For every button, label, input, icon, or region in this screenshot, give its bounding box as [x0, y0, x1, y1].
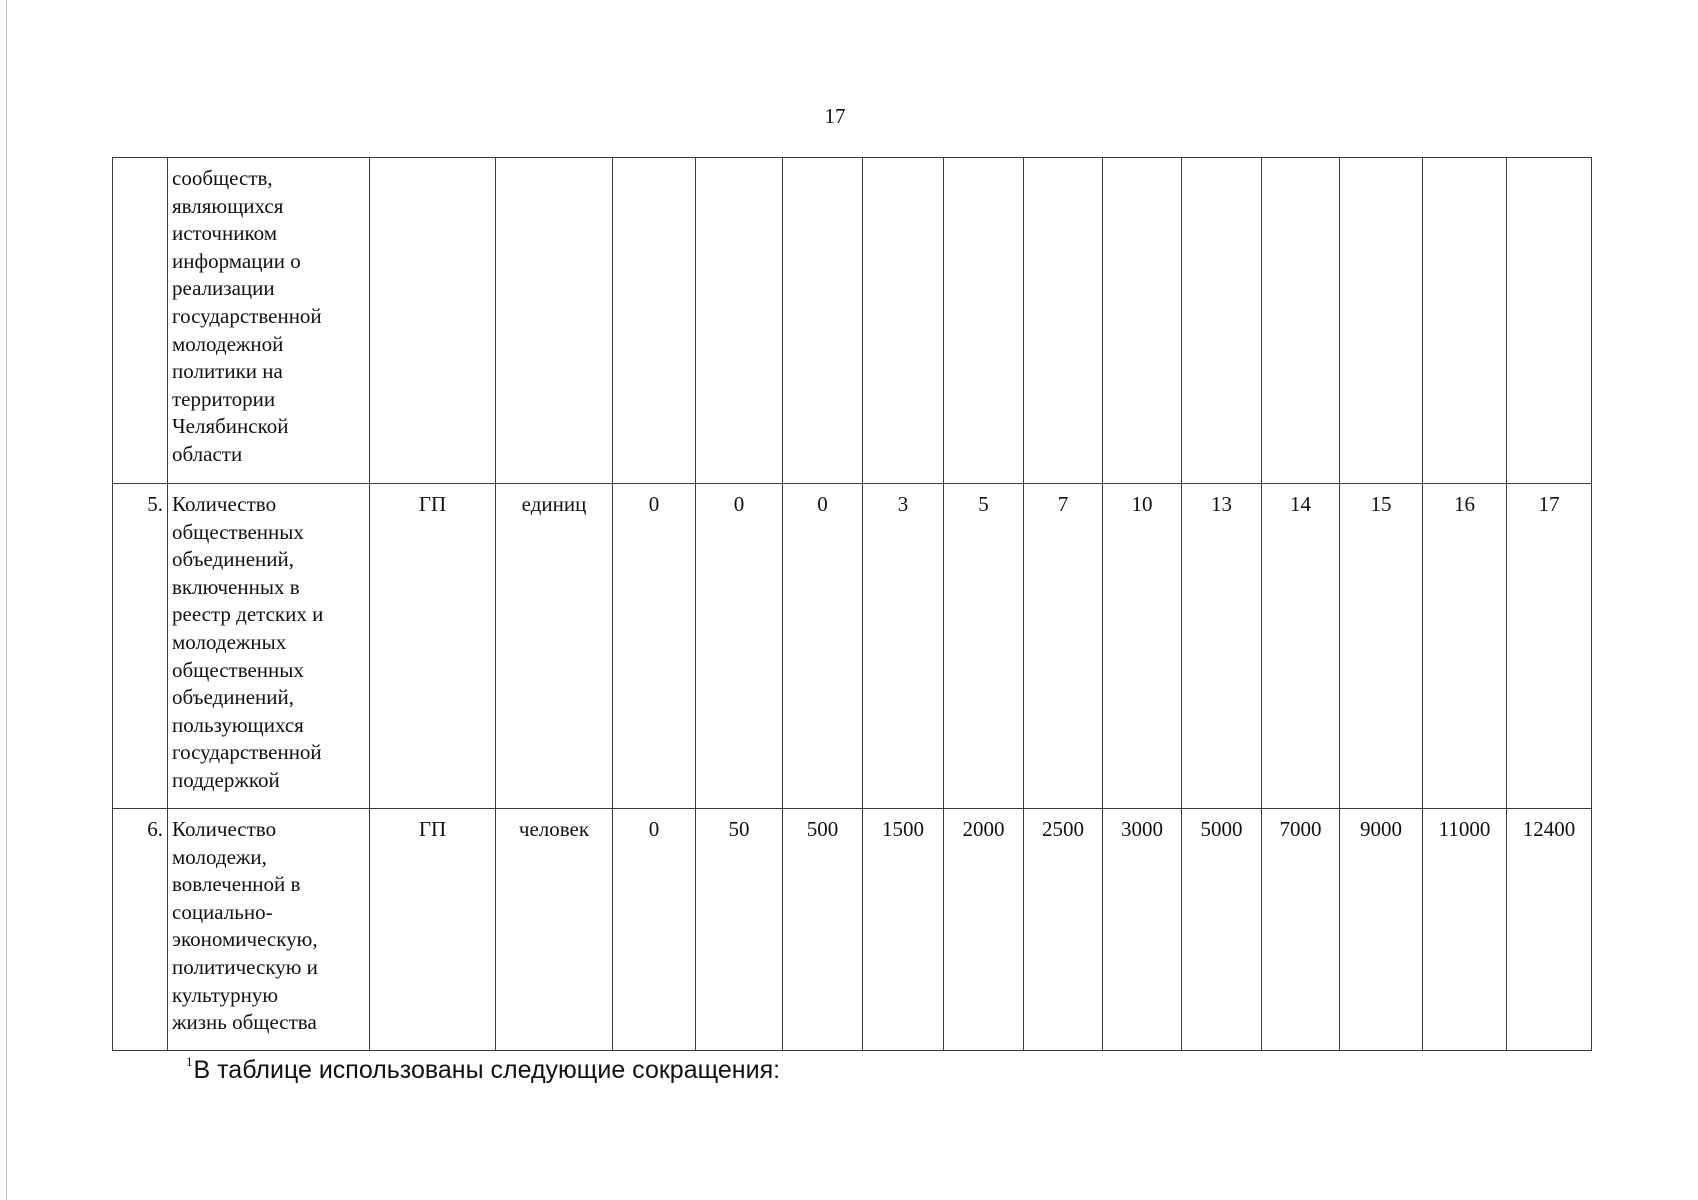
- name-line: Челябинской: [172, 414, 289, 439]
- name-line: жизнь общества: [172, 1010, 317, 1035]
- value-cell: 16: [1423, 484, 1507, 809]
- name-line: реализации: [172, 276, 275, 301]
- name-line: общественных: [172, 657, 304, 682]
- name-line: вовлеченной в: [172, 872, 301, 897]
- value-cell: 7: [1024, 484, 1103, 809]
- unit-cell: [496, 158, 613, 484]
- value-cell: 14: [1262, 484, 1340, 809]
- value-cell: 15: [1340, 484, 1423, 809]
- value-cell: [863, 158, 944, 484]
- source-cell: ГП: [370, 809, 496, 1051]
- unit-cell: единиц: [496, 484, 613, 809]
- name-line: государственной: [172, 303, 322, 328]
- value-cell: 12400: [1507, 809, 1592, 1051]
- value-cell: 10: [1103, 484, 1182, 809]
- value-cell: [696, 158, 783, 484]
- value-cell: [1423, 158, 1507, 484]
- name-line: поддержкой: [172, 767, 280, 792]
- value-cell: 3000: [1103, 809, 1182, 1051]
- value-cell: [944, 158, 1024, 484]
- name-line: молодежных: [172, 629, 287, 654]
- name-line: сообществ,: [172, 166, 273, 190]
- name-line: политики на: [172, 359, 283, 384]
- footnote-text: В таблице использованы следующие сокращения:: [193, 1056, 781, 1084]
- name-line: Количество: [172, 492, 277, 516]
- name-line: объединений,: [172, 685, 295, 710]
- indicator-name: [168, 484, 370, 809]
- page-left-edge: [6, 0, 7, 1200]
- row-number: 6.: [113, 809, 168, 1051]
- value-cell: 5: [944, 484, 1024, 809]
- value-cell: 2500: [1024, 809, 1103, 1051]
- indicators-table: [112, 157, 1592, 1051]
- table-row: [113, 484, 1592, 809]
- name-line: информации о: [172, 248, 301, 273]
- value-cell: [1340, 158, 1423, 484]
- value-cell: 0: [696, 484, 783, 809]
- value-cell: 0: [613, 484, 696, 809]
- unit-cell: человек: [496, 809, 613, 1051]
- source-cell: ГП: [370, 484, 496, 809]
- name-line: территории: [172, 386, 276, 411]
- source-cell: [370, 158, 496, 484]
- value-cell: 500: [783, 809, 863, 1051]
- name-line: реестр детских и: [172, 602, 324, 627]
- indicator-name: [168, 809, 370, 1051]
- value-cell: 13: [1182, 484, 1262, 809]
- name-line: культурную: [172, 982, 279, 1007]
- name-line: включенных в: [172, 574, 300, 599]
- name-line: государственной: [172, 740, 322, 765]
- page-number: 17: [824, 104, 846, 128]
- value-cell: [1182, 158, 1262, 484]
- footnote: [186, 1056, 780, 1085]
- indicator-name: [168, 158, 370, 484]
- value-cell: [1024, 158, 1103, 484]
- name-line: Количество: [172, 817, 277, 841]
- name-line: молодежной: [172, 331, 284, 356]
- value-cell: 11000: [1423, 809, 1507, 1051]
- footnote-marker: 1: [186, 1054, 193, 1069]
- row-number: 5.: [113, 484, 168, 809]
- table-row: [113, 809, 1592, 1051]
- value-cell: 0: [613, 809, 696, 1051]
- name-line: экономическую,: [172, 927, 318, 952]
- name-line: области: [172, 441, 243, 466]
- value-cell: [613, 158, 696, 484]
- value-cell: 1500: [863, 809, 944, 1051]
- row-number: [113, 158, 168, 484]
- name-line: социально-: [172, 899, 273, 924]
- value-cell: 9000: [1340, 809, 1423, 1051]
- value-cell: [1262, 158, 1340, 484]
- value-cell: [783, 158, 863, 484]
- table-row: [113, 158, 1592, 484]
- value-cell: 0: [783, 484, 863, 809]
- value-cell: 50: [696, 809, 783, 1051]
- value-cell: 7000: [1262, 809, 1340, 1051]
- name-line: молодежи,: [172, 844, 267, 869]
- name-line: являющихся: [172, 193, 284, 218]
- name-line: политическую и: [172, 954, 318, 979]
- value-cell: 17: [1507, 484, 1592, 809]
- name-line: общественных: [172, 519, 304, 544]
- name-line: источником: [172, 221, 277, 246]
- value-cell: 5000: [1182, 809, 1262, 1051]
- name-line: пользующихся: [172, 712, 304, 737]
- value-cell: 3: [863, 484, 944, 809]
- value-cell: 2000: [944, 809, 1024, 1051]
- value-cell: [1507, 158, 1592, 484]
- name-line: объединений,: [172, 547, 295, 572]
- value-cell: [1103, 158, 1182, 484]
